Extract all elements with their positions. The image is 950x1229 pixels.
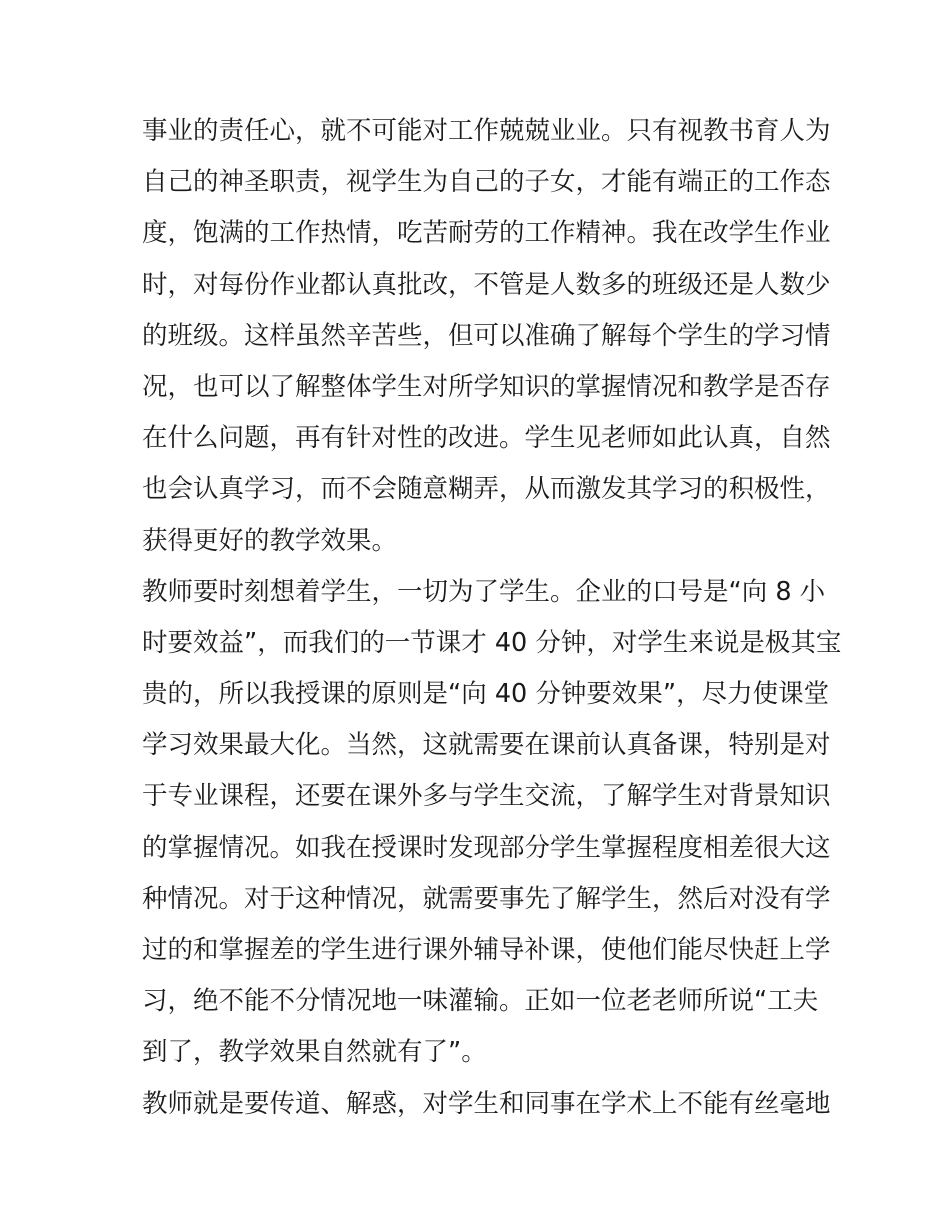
paragraph-2-line-10: 到了，教学效果自然就有了”。 [142, 1037, 487, 1068]
paragraph-2-line-2: 时要效益”，而我们的一节课才 40 分钟，对学生来说是极其宝 [142, 627, 842, 658]
document-body [142, 106, 842, 1130]
paragraph-1-line-9: 获得更好的教学效果。 [142, 525, 398, 556]
paragraph-2-line-3: 贵的，所以我授课的原则是“向 40 分钟要效果”，尽力使课堂 [142, 679, 830, 710]
paragraph-2-line-8: 过的和掌握差的学生进行课外辅导补课，使他们能尽快赶上学 [142, 935, 831, 965]
paragraph-1-line-1: 事业的责任心，就不可能对工作兢兢业业。只有视教书育人为 [142, 116, 831, 146]
paragraph-2-line-6: 的掌握情况。如我在授课时发现部分学生掌握程度相差很大这 [142, 832, 831, 863]
paragraph-2-line-4: 学习效果最大化。当然，这就需要在课前认真备课，特别是对 [142, 730, 831, 761]
paragraph-2-line-5: 于专业课程，还要在课外多与学生交流，了解学生对背景知识 [142, 781, 831, 812]
paragraph-1-line-3: 度，饱满的工作热情，吃苦耐劳的工作精神。我在改学生作业 [142, 218, 831, 249]
paragraph-1-line-6: 况，也可以了解整体学生对所学知识的掌握情况和教学是否存 [142, 371, 831, 402]
paragraph-1-line-7: 在什么问题，再有针对性的改进。学生见老师如此认真，自然 [142, 423, 831, 454]
paragraph-1-line-8: 也会认真学习，而不会随意糊弄，从而激发其学习的积极性， [142, 474, 831, 505]
paragraph-1-line-4: 时，对每份作业都认真批改，不管是人数多的班级还是人数少 [142, 269, 831, 300]
paragraph-2-line-7: 种情况。对于这种情况，就需要事先了解学生，然后对没有学 [142, 883, 831, 914]
paragraph-2-line-1: 教师要时刻想着学生，一切为了学生。企业的口号是“向 8 小 [142, 576, 826, 607]
paragraph-3-line-1: 教师就是要传道、解惑，对学生和同事在学术上不能有丝毫地 [142, 1088, 831, 1119]
paragraph-2-line-9: 习，绝不能不分情况地一味灌输。正如一位老老师所说“工夫 [142, 986, 819, 1017]
paragraph-1-line-5: 的班级。这样虽然辛苦些，但可以准确了解每个学生的学习情 [142, 320, 831, 351]
paragraph-1-line-2: 自己的神圣职责，视学生为自己的子女，才能有端正的工作态 [142, 167, 831, 198]
